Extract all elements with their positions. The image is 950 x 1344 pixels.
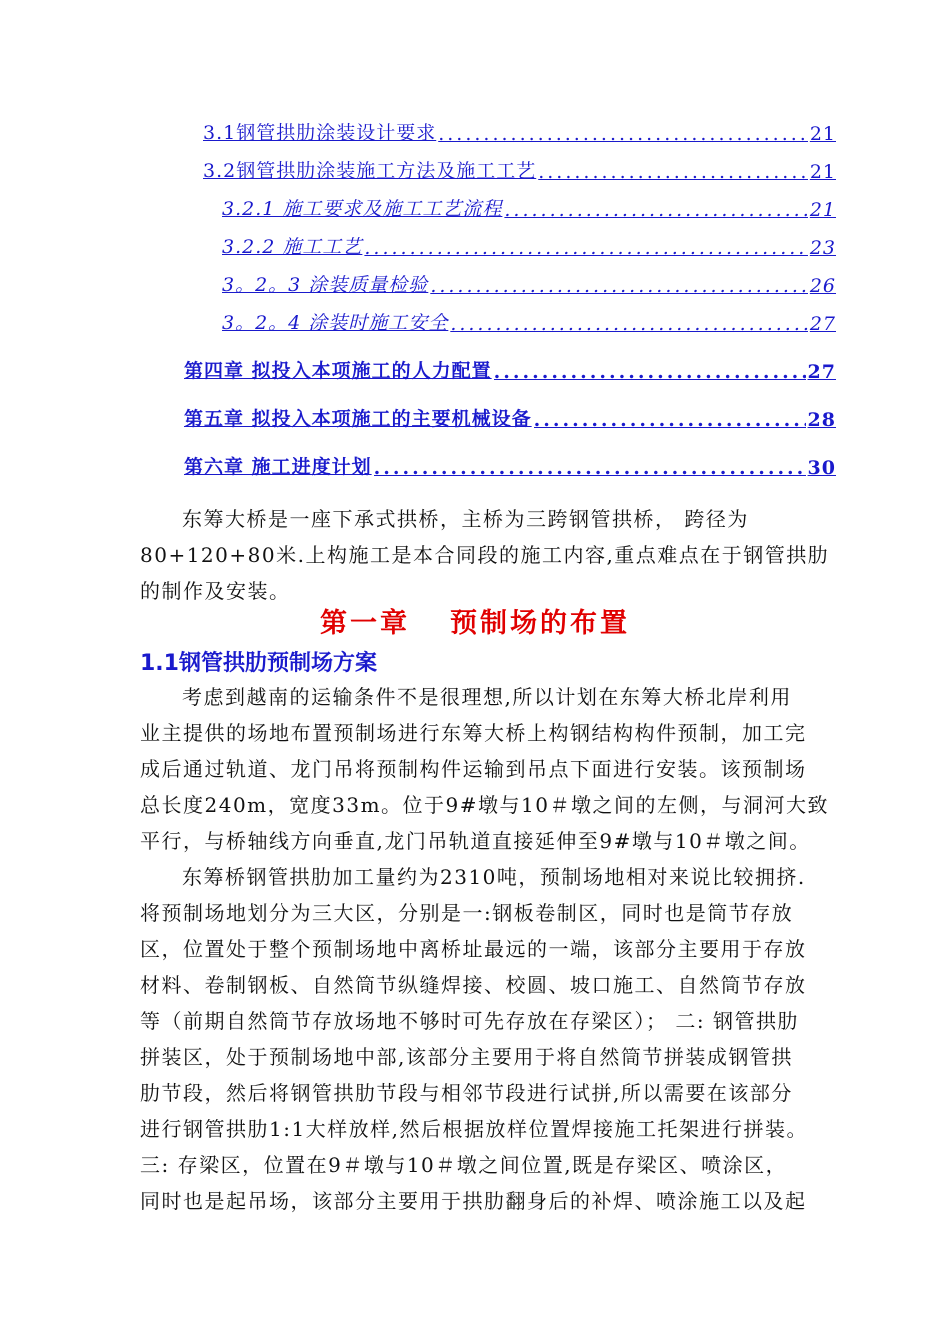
toc-entry-chapter-5[interactable] xyxy=(184,404,836,431)
toc-entry-3-1[interactable] xyxy=(203,118,836,145)
text-line: 考虑到越南的运输条件不是很理想,所以计划在东筹大桥北岸利用 xyxy=(182,685,792,709)
text-line: 平行，与桥轴线方向垂直,龙门吊轨道直接延伸至9#墩与10＃墩之间。 xyxy=(140,829,811,853)
toc-leader-dots xyxy=(538,161,808,183)
toc-entry-text: 第五章 拟投入本项施工的主要机械设备 xyxy=(184,408,532,430)
toc-leader-dots xyxy=(450,313,808,335)
toc-entry-page: 28 xyxy=(807,409,836,431)
toc-entry-page: 30 xyxy=(807,457,836,479)
toc-leader-dots xyxy=(430,275,808,297)
text-line: 业主提供的场地布置预制场进行东筹大桥上构钢结构构件预制，加工完 xyxy=(140,721,807,745)
text-line: 成后通过轨道、龙门吊将预制构件运输到吊点下面进行安装。该预制场 xyxy=(140,757,807,781)
toc-entry-3-2[interactable] xyxy=(203,156,836,183)
text-line: 将预制场地划分为三大区，分别是一:钢板卷制区，同时也是筒节存放 xyxy=(140,901,794,925)
text-line: 东筹大桥是一座下承式拱桥，主桥为三跨钢管拱桥， 跨径为 xyxy=(182,507,749,531)
toc-leader-dots xyxy=(374,457,806,479)
toc-entry-chapter-4[interactable] xyxy=(184,356,836,383)
text-line: 材料、卷制钢板、自然筒节纵缝焊接、校圆、坡口施工、自然筒节存放 xyxy=(140,973,807,997)
toc-entry-3-2-3[interactable] xyxy=(222,270,836,297)
text-line: 东筹桥钢管拱肋加工量约为2310吨，预制场地相对来说比较拥挤. xyxy=(182,865,806,889)
toc-entry-page: 27 xyxy=(809,313,836,335)
paragraph-site-plan xyxy=(140,679,840,859)
toc-entry-3-2-1[interactable] xyxy=(222,194,836,221)
text-line: 等（前期自然筒节存放场地不够时可先存放在存梁区）； 二: 钢管拱肋 xyxy=(140,1009,799,1033)
toc-entry-page: 26 xyxy=(809,275,836,297)
toc-entry-3-2-4[interactable] xyxy=(222,308,836,335)
chapter-number: 第一章 xyxy=(320,608,410,639)
text-line: 总长度240m，宽度33m。位于9#墩与10＃墩之间的左侧，与洞河大致 xyxy=(140,793,829,817)
section-heading: 1.1钢管拱肋预制场方案 xyxy=(140,651,377,676)
chapter-name: 预制场的布置 xyxy=(450,608,630,639)
toc-leader-dots xyxy=(504,199,807,221)
toc-entry-text: 第六章 施工进度计划 xyxy=(184,456,372,478)
toc-leader-dots xyxy=(534,409,806,431)
toc-entry-chapter-6[interactable] xyxy=(184,452,836,479)
text-line: 区，位置处于整个预制场地中离桥址最远的一端，该部分主要用于存放 xyxy=(140,937,807,961)
toc-entry-text: 3.2.1 施工要求及施工工艺流程 xyxy=(222,198,503,220)
toc-entry-text: 第四章 拟投入本项施工的人力配置 xyxy=(184,360,492,382)
toc-entry-page: 21 xyxy=(809,161,836,183)
toc-leader-dots xyxy=(438,123,808,145)
toc-entry-3-2-2[interactable] xyxy=(222,232,836,259)
toc-leader-dots xyxy=(364,237,807,259)
toc-entry-text: 3.2钢管拱肋涂装施工方法及施工工艺 xyxy=(203,160,537,182)
toc-leader-dots xyxy=(494,361,806,383)
intro-paragraph xyxy=(140,501,840,609)
toc-entry-page: 21 xyxy=(809,199,836,221)
toc-entry-page: 27 xyxy=(807,361,836,383)
text-line: 80+120+80米.上构施工是本合同段的施工内容,重点难点在于钢管拱肋 xyxy=(140,543,830,567)
text-line: 同时也是起吊场，该部分主要用于拱肋翻身后的补焊、喷涂施工以及起 xyxy=(140,1189,807,1213)
chapter-heading xyxy=(0,601,950,640)
toc-entry-page: 23 xyxy=(809,237,836,259)
toc-entry-text: 3。2。3 涂装质量检验 xyxy=(222,274,429,296)
paragraph-zones xyxy=(140,859,840,1219)
text-line: 肋节段，然后将钢管拱肋节段与相邻节段进行试拼,所以需要在该部分 xyxy=(140,1081,793,1105)
toc-entry-text: 3。2。4 涂装时施工安全 xyxy=(222,312,449,334)
toc-entry-text: 3.1钢管拱肋涂装设计要求 xyxy=(203,122,437,144)
toc-entry-text: 3.2.2 施工工艺 xyxy=(222,236,363,258)
text-line: 拼装区，处于预制场地中部,该部分主要用于将自然筒节拼装成钢管拱 xyxy=(140,1045,793,1069)
toc-entry-page: 21 xyxy=(809,123,836,145)
text-line: 的制作及安装。 xyxy=(140,579,291,603)
text-line: 三: 存梁区，位置在9＃墩与10＃墩之间位置,既是存梁区、喷涂区， xyxy=(140,1153,788,1177)
text-line: 进行钢管拱肋1:1大样放样,然后根据放样位置焊接施工托架进行拼装。 xyxy=(140,1117,809,1141)
